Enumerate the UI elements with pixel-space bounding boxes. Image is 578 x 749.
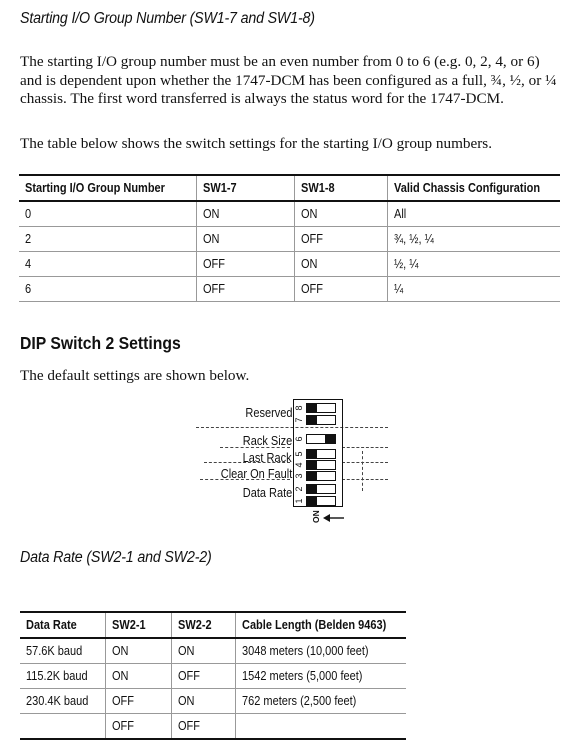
table-cell: 115.2K baud — [20, 664, 105, 689]
switch-number: 1 — [294, 498, 304, 504]
table-cell: ON — [172, 638, 236, 664]
divider-line — [200, 479, 290, 480]
divider-line — [362, 451, 363, 491]
dip-switch-diagram — [190, 395, 390, 525]
table-cell: OFF — [196, 252, 295, 277]
column-header: SW2-1 — [105, 612, 172, 638]
label-reserved: Reserved — [244, 406, 292, 420]
table-cell: ON — [295, 252, 388, 277]
switch-number: 7 — [294, 417, 304, 423]
divider-line — [196, 427, 388, 428]
table-cell: 2 — [19, 227, 196, 252]
arrow-left-icon — [322, 512, 346, 524]
column-header: Starting I/O Group Number — [19, 175, 196, 201]
table-cell: ON — [295, 201, 388, 227]
intro-paragraph: The starting I/O group number must be an even number from 0 to 6 (e.g. 0, 2, 4, or 6) and is dependent upon whether the 1747-DCM has been configured as a full, ¾, ½, or ¼ chassis. The first word transferred is always the status word for the 1747-DCM. — [20, 53, 557, 108]
default-settings-paragraph: The default settings are shown below. — [20, 367, 250, 384]
table-cell: ON — [196, 227, 295, 252]
dip-switch-1 — [306, 496, 336, 506]
divider-line — [342, 479, 388, 480]
table-cell: 230.4K baud — [20, 689, 105, 714]
table-row — [19, 201, 560, 227]
table-cell: ON — [196, 201, 295, 227]
label-data-rate: Data Rate — [242, 486, 292, 500]
table-cell: 0 — [19, 201, 196, 227]
table-row — [20, 664, 406, 689]
table-cell: OFF — [295, 227, 388, 252]
switch-number: 8 — [294, 405, 304, 411]
table-cell — [236, 714, 406, 740]
table-cell: ¾, ½, ¼ — [388, 227, 561, 252]
switch-number: 6 — [294, 436, 304, 442]
divider-line — [220, 447, 290, 448]
table-row — [19, 227, 560, 252]
starting-io-table — [19, 174, 560, 302]
table-cell: ON — [172, 689, 236, 714]
table-cell: ¼ — [388, 277, 561, 302]
table-row — [19, 277, 560, 302]
switch-number: 3 — [294, 473, 304, 479]
column-header: SW1-8 — [295, 175, 388, 201]
divider-line — [342, 462, 388, 463]
table-cell: All — [388, 201, 561, 227]
table-cell: OFF — [172, 714, 236, 740]
section-heading-data-rate: Data Rate (SW2-1 and SW2-2) — [20, 549, 212, 566]
table-cell: OFF — [172, 664, 236, 689]
label-last-rack: Last Rack — [243, 451, 292, 465]
table-cell: 6 — [19, 277, 196, 302]
switch-number: 4 — [294, 462, 304, 468]
table-cell — [20, 714, 105, 740]
switch-number: 5 — [294, 451, 304, 457]
table-cell: ½, ¼ — [388, 252, 561, 277]
dip-switch-8 — [306, 403, 336, 413]
table-cell: 762 meters (2,500 feet) — [236, 689, 406, 714]
table-cell: 1542 meters (5,000 feet) — [236, 664, 406, 689]
dip-switch-4 — [306, 460, 336, 470]
table-cell: OFF — [105, 689, 172, 714]
data-rate-table — [20, 611, 406, 740]
divider-line — [342, 447, 388, 448]
dip-switch-6 — [306, 434, 336, 444]
label-rack-size: Rack Size — [242, 434, 292, 448]
label-clear-on-fault: Clear On Fault — [220, 467, 292, 481]
divider-line — [204, 462, 290, 463]
table-cell: 3048 meters (10,000 feet) — [236, 638, 406, 664]
column-header: Valid Chassis Configuration — [388, 175, 561, 201]
table-cell: OFF — [295, 277, 388, 302]
table-cell: 57.6K baud — [20, 638, 105, 664]
dip-switch-3 — [306, 471, 336, 481]
on-label: ON — [311, 510, 321, 523]
dip-switch-5 — [306, 449, 336, 459]
table-intro-paragraph: The table below shows the switch settings for the starting I/O group numbers. — [20, 135, 492, 152]
switch-number: 2 — [294, 486, 304, 492]
section-heading-dip-switch-2: DIP Switch 2 Settings — [20, 333, 181, 353]
table-cell: ON — [105, 638, 172, 664]
table-cell: 4 — [19, 252, 196, 277]
column-header: SW2-2 — [172, 612, 236, 638]
table-header-row — [20, 612, 406, 638]
table-cell: ON — [105, 664, 172, 689]
table-cell: OFF — [105, 714, 172, 740]
column-header: SW1-7 — [196, 175, 295, 201]
column-header: Cable Length (Belden 9463) — [236, 612, 406, 638]
table-row — [20, 714, 406, 740]
dip-switch-7 — [306, 415, 336, 425]
dip-switch-2 — [306, 484, 336, 494]
table-row — [20, 689, 406, 714]
column-header: Data Rate — [20, 612, 105, 638]
table-row — [19, 252, 560, 277]
table-header-row — [19, 175, 560, 201]
section-heading-starting-io: Starting I/O Group Number (SW1-7 and SW1-8) — [20, 10, 315, 27]
table-row — [20, 638, 406, 664]
table-cell: OFF — [196, 277, 295, 302]
